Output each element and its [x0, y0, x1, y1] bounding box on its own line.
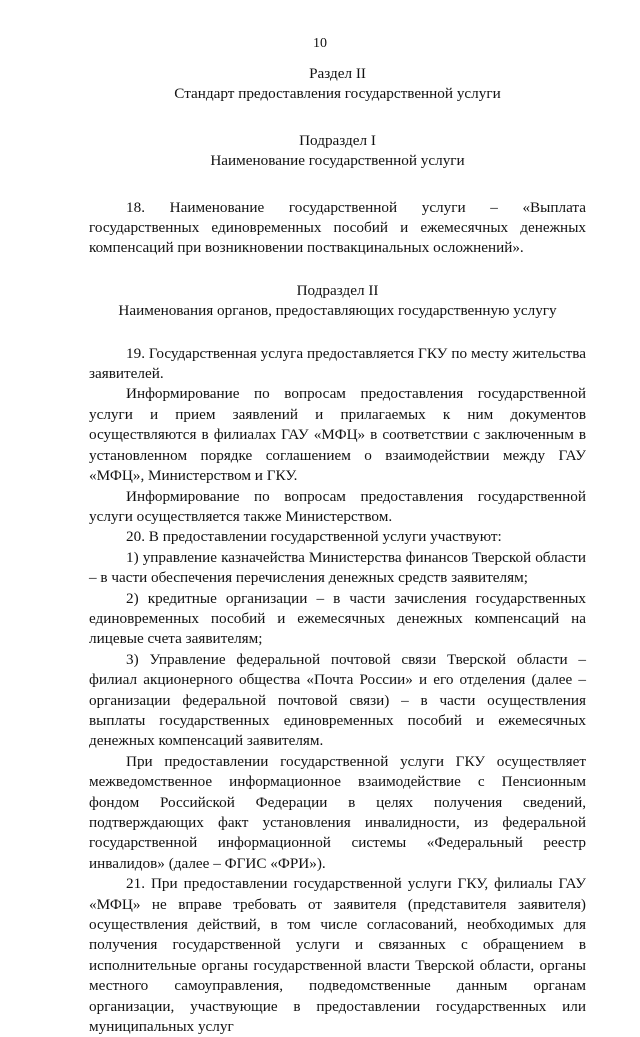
subsection1-title: Подраздел I [299, 131, 376, 149]
paragraph-19-ministry: Информирование по вопросам предоставления государственной услуги осуществляется также Министерством. [89, 487, 586, 525]
subsection2-title: Подраздел II [296, 281, 379, 299]
paragraph-19: 19. Государственная услуга предоставляется ГКУ по месту жительства заявителей. [89, 344, 586, 383]
page-number: 10 [313, 36, 327, 51]
subsection2-subtitle: Наименования органов, предоставляющих государственную услугу [118, 302, 557, 320]
subsection1-subtitle: Наименование государственной услуги [210, 152, 465, 170]
section-subtitle: Стандарт предоставления государственной услуги [174, 85, 501, 103]
paragraph-20: 20. В предоставлении государственной услуги участвуют: [126, 528, 502, 546]
paragraph-20-item-2: 2) кредитные организации – в части зачисления государственных единовременных пособий и ежемесячных денежных компенсаций на лицевые счета заявителям; [89, 589, 586, 648]
paragraph-20-interaction: При предоставлении государственной услуги ГКУ осуществляет межведомственное информационное взаимодействие с Пенсионным фондом Российской Федерации в целях получения сведений, подтверждающих факт установления инвалидности, из федеральной государственной информационной системы «Федеральный реестр инвалидов» (далее – ФГИС «ФРИ»). [89, 752, 586, 872]
section-title: Раздел II [309, 65, 366, 82]
paragraph-18: 18. Наименование государственной услуги – «Выплата государственных единовременных пособий и ежемесячных денежных компенсаций при возникновении поствакцинальных осложнений». [89, 198, 586, 257]
paragraph-21: 21. При предоставлении государственной услуги ГКУ, филиалы ГАУ «МФЦ» не вправе требовать от заявителя (представителя заявителя) осуществления действий, в том числе согласований, необходимых для получения государственной услуги и связанных с обращением в исполнительные органы государственной власти Тверской области, органы местного самоуправления, подведомственные данным органам организации, участвующие в предоставлении государственных или муниципальных услуг [89, 875, 586, 1036]
document-body [89, 64, 586, 1037]
paragraph-20-item-1: 1) управление казначейства Министерства финансов Тверской области – в части обеспечения перечисления денежных средств заявителям; [89, 548, 586, 587]
paragraph-19-informing: Информирование по вопросам предоставления государственной услуги и прием заявлений и прилагаемых к ним документов осуществляются в филиалах ГАУ «МФЦ» в соответствии с заключенным в установленном порядке соглашением о взаимодействии между ГАУ «МФЦ», Министерством и ГКУ. [89, 385, 586, 485]
paragraph-20-item-3: 3) Управление федеральной почтовой связи Тверской области – филиал акционерного общества «Почта России» и его отделения (далее – организации федеральной почтовой связи) – в части осуществления выплаты государственных единовременных пособий и ежемесячных денежных компенсаций заявителям. [89, 650, 586, 750]
